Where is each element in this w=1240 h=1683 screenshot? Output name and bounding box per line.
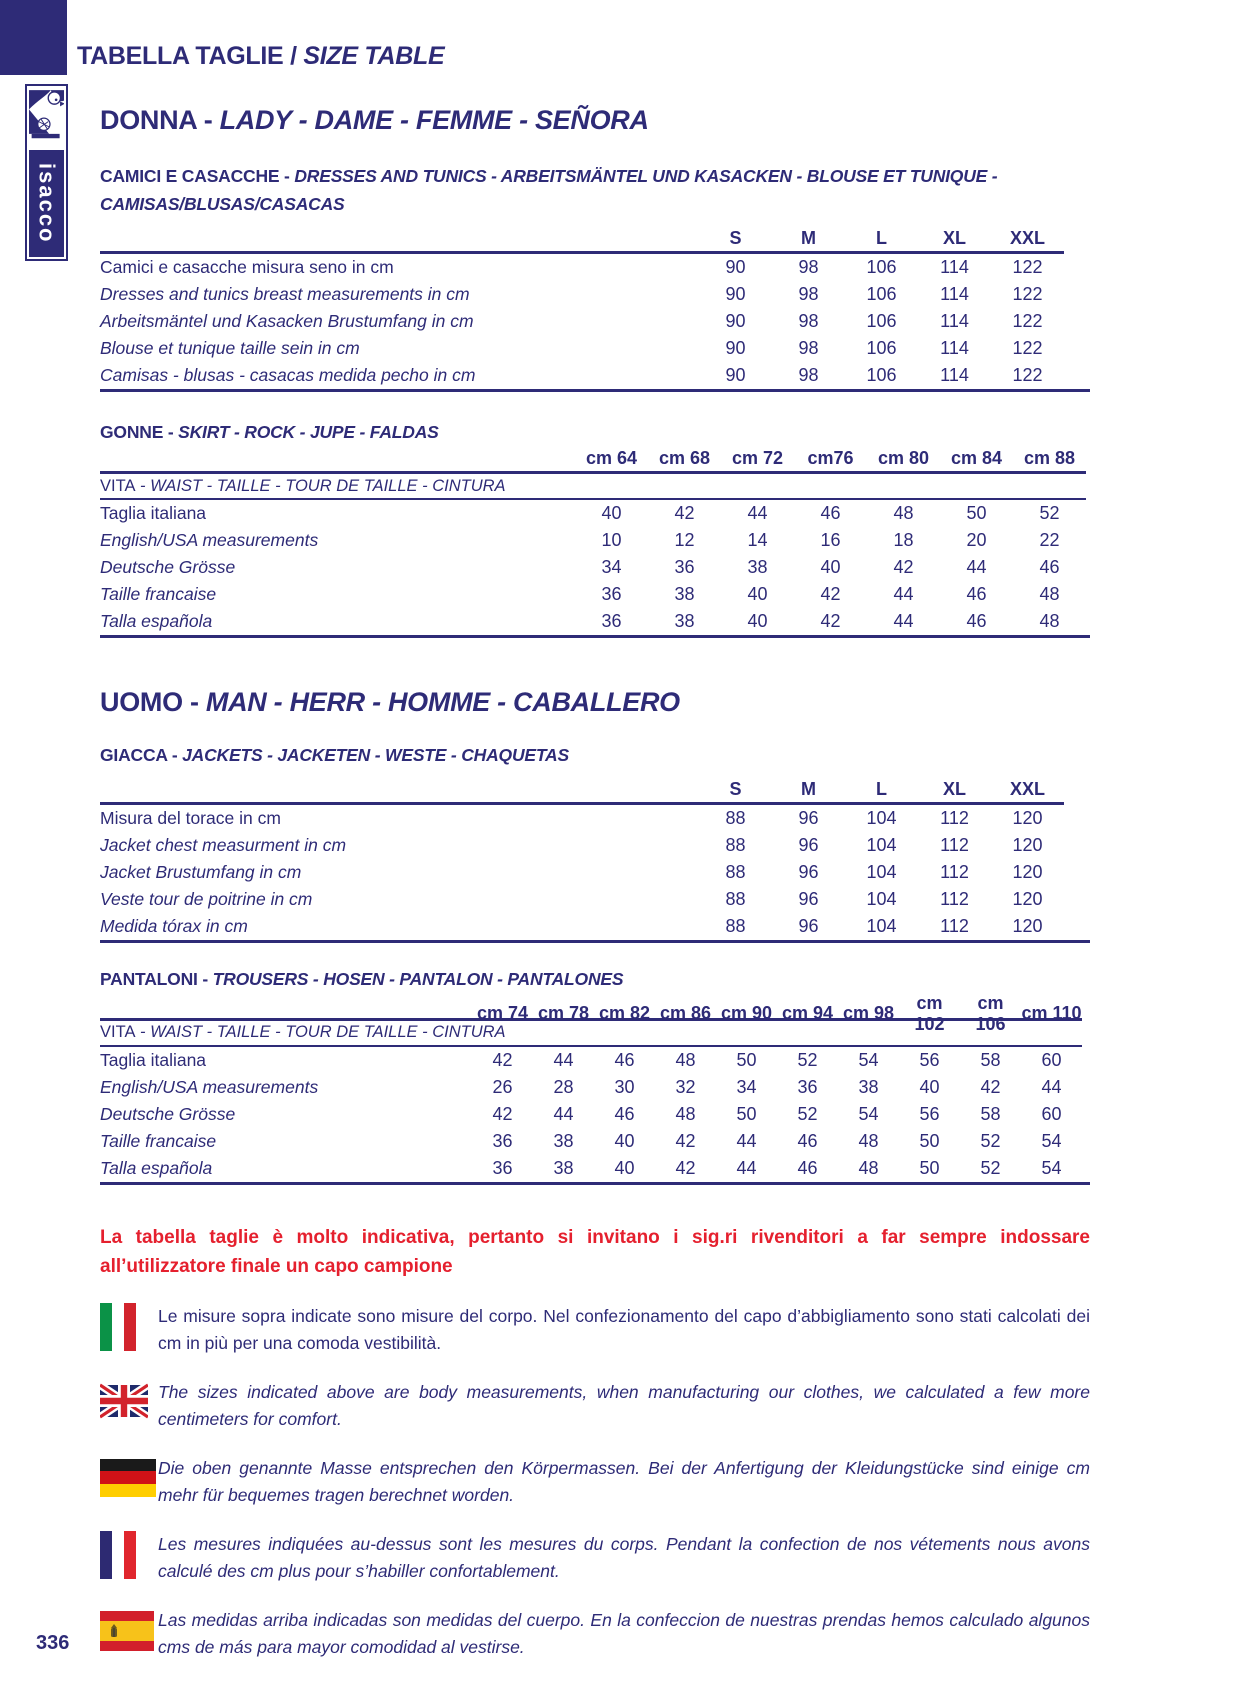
row-label: Blouse et tunique taille sein in cm: [100, 338, 360, 359]
size-value: 42: [675, 1130, 696, 1151]
size-value: 88: [725, 861, 746, 882]
size-value: 46: [966, 584, 987, 605]
size-value: 52: [1039, 503, 1060, 524]
size-value: 50: [919, 1130, 940, 1151]
size-column-header: cm 106: [975, 992, 1006, 1034]
size-value: 54: [858, 1049, 879, 1070]
size-value: 14: [747, 530, 768, 551]
flag-column: [100, 1379, 158, 1421]
subsection-title-jackets-regular: GIACCA -: [100, 744, 183, 765]
isacco-logo: [25, 84, 68, 261]
size-value: 112: [940, 888, 969, 909]
size-value: 96: [798, 807, 819, 828]
size-value: 88: [725, 888, 746, 909]
section-title-women-regular: DONNA -: [100, 105, 220, 135]
size-value: 38: [553, 1157, 574, 1178]
row-label: Taille francaise: [100, 584, 217, 605]
size-value: 44: [747, 503, 768, 524]
row-label: Camisas - blusas - casacas medida pecho in cm: [100, 365, 476, 386]
table-row: [100, 608, 1086, 635]
size-column-header: cm 90: [720, 1003, 773, 1024]
size-value: 50: [919, 1157, 940, 1178]
language-note: [100, 1607, 1090, 1661]
size-value: 112: [940, 807, 969, 828]
size-value: 122: [1012, 311, 1043, 332]
size-value: 36: [492, 1130, 513, 1151]
size-value: 46: [797, 1130, 818, 1151]
size-value: 98: [798, 284, 819, 305]
row-label: Taille francaise: [100, 1130, 217, 1151]
size-value: 40: [601, 503, 622, 524]
size-column-header: cm 94: [781, 1003, 834, 1024]
size-value: 106: [866, 284, 897, 305]
size-value: 104: [866, 807, 897, 828]
size-value: 44: [893, 584, 914, 605]
table-row: [100, 886, 1064, 913]
size-value: 36: [601, 611, 622, 632]
size-value: 122: [1012, 284, 1043, 305]
size-value: 114: [940, 338, 969, 359]
size-value: 52: [797, 1049, 818, 1070]
size-value: 40: [747, 584, 768, 605]
row-label: English/USA measurements: [100, 1076, 319, 1097]
size-value: 48: [893, 503, 914, 524]
size-column-header: cm 80: [877, 448, 930, 469]
row-label: Taglia italiana: [100, 1049, 207, 1070]
size-value: 42: [820, 584, 841, 605]
size-value: 46: [614, 1049, 635, 1070]
subsection-title-jackets: [100, 741, 1090, 769]
size-value: 20: [966, 530, 987, 551]
size-value: 90: [725, 257, 746, 278]
size-value: 54: [858, 1103, 879, 1124]
size-column-header: cm 98: [842, 1003, 895, 1024]
row-label: Talla española: [100, 611, 213, 632]
warning-text: La tabella taglie è molto indicativa, pertanto si invitano i sig.ri rivenditori a far sempre indossare all’utilizzatore finale un capo campione: [100, 1226, 1090, 1277]
size-value: 112: [940, 834, 969, 855]
size-value: 44: [736, 1130, 757, 1151]
page-title-regular: TABELLA TAGLIE /: [77, 42, 304, 70]
size-value: 48: [858, 1157, 879, 1178]
logo-text: isacco: [29, 150, 64, 257]
size-value: 106: [866, 338, 897, 359]
note-text: Die oben genannte Masse entsprechen den Körpermassen. Bei der Anfertigung der Kleidungstücke sind einige cm mehr für bequemes tragen berechnet worden.: [158, 1457, 1090, 1505]
size-value: 48: [858, 1130, 879, 1151]
size-value: 38: [674, 584, 695, 605]
row-label: Veste tour de poitrine in cm: [100, 888, 313, 909]
size-value: 40: [747, 611, 768, 632]
table-row: [100, 362, 1064, 389]
section-title-men-italic: MAN - HERR - HOMME - CABALLERO: [205, 687, 680, 718]
size-value: 112: [940, 861, 969, 882]
size-value: 122: [1012, 365, 1043, 386]
size-value: 58: [980, 1049, 1001, 1070]
size-value: 114: [940, 257, 969, 278]
page-title: [77, 42, 444, 71]
table-row: [100, 581, 1086, 608]
section-title-women: [100, 104, 1090, 136]
size-value: 120: [1012, 861, 1043, 882]
size-value: 28: [553, 1076, 574, 1097]
dresses-size-table: [100, 226, 1090, 392]
size-value: 16: [820, 530, 841, 551]
table-row: [100, 254, 1064, 281]
size-value: 90: [725, 284, 746, 305]
table-row: [100, 335, 1064, 362]
size-value: 58: [980, 1103, 1001, 1124]
size-value: 120: [1012, 888, 1043, 909]
table-row: [100, 1155, 1082, 1182]
page-number: 336: [36, 1632, 70, 1654]
size-value: 104: [866, 834, 897, 855]
size-value: 42: [492, 1049, 513, 1070]
size-column-header: XL: [942, 228, 966, 249]
size-column-header: cm 110: [1021, 1003, 1082, 1024]
size-value: 46: [797, 1157, 818, 1178]
size-value: 34: [736, 1076, 757, 1097]
section-title-women-italic: LADY - DAME - FEMME - SEÑORA: [219, 105, 649, 135]
size-column-header: cm 88: [1023, 448, 1076, 469]
subsection-title-trousers-regular: PANTALONI -: [100, 968, 213, 989]
spain-flag-icon: [100, 1611, 154, 1651]
size-value: 10: [601, 530, 622, 551]
size-value: 98: [798, 257, 819, 278]
size-value: 106: [866, 311, 897, 332]
size-value: 54: [1041, 1130, 1062, 1151]
size-value: 36: [797, 1076, 818, 1097]
size-value: 46: [1039, 557, 1060, 578]
table-row: [100, 308, 1064, 335]
table-row: [100, 527, 1086, 554]
size-value: 50: [736, 1049, 757, 1070]
france-flag-icon: [100, 1531, 136, 1579]
chef-icon: [29, 88, 64, 150]
size-column-header: XXL: [1009, 778, 1045, 799]
size-value: 50: [966, 503, 987, 524]
size-value: 50: [736, 1103, 757, 1124]
table-row: [100, 805, 1064, 832]
size-column-header: L: [876, 228, 887, 249]
row-label: Jacket Brustumfang in cm: [100, 861, 302, 882]
size-value: 32: [675, 1076, 696, 1097]
note-text: Les mesures indiquées au-dessus sont les mesures du corps. Pendant la confection de nos vétements nous avons calculé des cm plus pour s’habiller confortablement.: [158, 1533, 1090, 1581]
row-label: Talla española: [100, 1157, 213, 1178]
size-value: 88: [725, 834, 746, 855]
size-value: 60: [1041, 1049, 1062, 1070]
subsection-title-dresses-regular: CAMICI E CASACCHE -: [100, 166, 295, 187]
size-value: 96: [798, 915, 819, 936]
size-column-header: S: [729, 228, 742, 249]
flag-column: [100, 1303, 158, 1351]
subsection-title-skirts-regular: GONNE -: [100, 422, 179, 443]
size-value: 120: [1012, 915, 1043, 936]
subsection-title-dresses: [100, 162, 1090, 218]
size-value: 12: [674, 530, 695, 551]
size-value: 52: [797, 1103, 818, 1124]
size-column-header: cm 64: [585, 448, 638, 469]
language-note: [100, 1303, 1090, 1357]
size-value: 112: [940, 915, 969, 936]
size-value: 48: [1039, 584, 1060, 605]
row-label: Arbeitsmäntel und Kasacken Brustumfang in cm: [100, 311, 474, 332]
size-value: 42: [980, 1076, 1001, 1097]
table-row: [100, 500, 1086, 527]
size-value: 48: [1039, 611, 1060, 632]
size-column-header: S: [729, 778, 742, 799]
row-label: Dresses and tunics breast measurements in cm: [100, 284, 470, 305]
table-row: [100, 554, 1086, 581]
size-value: 36: [674, 557, 695, 578]
subsection-title-trousers-italic: TROUSERS - HOSEN - PANTALON - PANTALONES: [212, 968, 624, 989]
size-column-header: L: [876, 778, 887, 799]
size-value: 90: [725, 365, 746, 386]
size-value: 52: [980, 1157, 1001, 1178]
size-value: 56: [919, 1103, 940, 1124]
note-text: Las medidas arriba indicadas son medidas del cuerpo. En la confeccion de nuestras prendas hemos calculado algunos cms de más para mayor comodidad al vestirse.: [158, 1609, 1090, 1657]
size-value: 44: [966, 557, 987, 578]
size-value: 106: [866, 365, 897, 386]
size-value: 96: [798, 861, 819, 882]
jackets-size-table: [100, 777, 1090, 943]
size-value: 36: [492, 1157, 513, 1178]
size-column-header: cm 82: [598, 1003, 651, 1024]
size-value: 38: [858, 1076, 879, 1097]
table-row: [100, 1101, 1082, 1128]
row-label: Taglia italiana: [100, 503, 207, 524]
size-value: 40: [614, 1130, 635, 1151]
size-value: 40: [820, 557, 841, 578]
size-value: 106: [866, 257, 897, 278]
size-value: 46: [820, 503, 841, 524]
size-value: 46: [614, 1103, 635, 1124]
size-column-header: M: [801, 778, 816, 799]
section-title-men: [100, 686, 1090, 718]
size-value: 42: [820, 611, 841, 632]
size-column-header: cm 86: [659, 1003, 712, 1024]
size-value: 44: [893, 611, 914, 632]
size-value: 98: [798, 338, 819, 359]
size-column-header: cm 84: [950, 448, 1003, 469]
size-column-header: XXL: [1009, 228, 1045, 249]
size-value: 90: [725, 311, 746, 332]
italy-flag-icon: [100, 1303, 136, 1351]
size-value: 42: [674, 503, 695, 524]
size-value: 98: [798, 311, 819, 332]
size-value: 42: [893, 557, 914, 578]
size-value: 52: [980, 1130, 1001, 1151]
subsection-title-skirts-italic: SKIRT - ROCK - JUPE - FALDAS: [178, 422, 439, 443]
size-value: 42: [675, 1157, 696, 1178]
size-value: 38: [674, 611, 695, 632]
flag-column: [100, 1607, 158, 1651]
subsection-title-skirts: [100, 418, 1090, 446]
size-value: 98: [798, 365, 819, 386]
size-value: 44: [553, 1049, 574, 1070]
table-row: [100, 913, 1064, 940]
flag-column: [100, 1455, 158, 1497]
size-value: 122: [1012, 257, 1043, 278]
row-label: Deutsche Grösse: [100, 1103, 236, 1124]
size-column-header: cm76: [807, 448, 854, 469]
table-row: [100, 1047, 1082, 1074]
size-value: 48: [675, 1049, 696, 1070]
row-label: English/USA measurements: [100, 530, 319, 551]
size-column-header: XL: [942, 778, 966, 799]
size-value: 120: [1012, 807, 1043, 828]
size-value: 54: [1041, 1157, 1062, 1178]
subsection-title-jackets-italic: JACKETS - JACKETEN - WESTE - CHAQUETAS: [182, 744, 569, 765]
size-value: 114: [940, 284, 969, 305]
note-text: Le misure sopra indicate sono misure del corpo. Nel confezionamento del capo d’abbigliamento sono stati calcolati dei cm in più per una comoda vestibilità.: [158, 1305, 1090, 1353]
waist-row-label: VITA - WAIST - TAILLE - TOUR DE TAILLE - CINTURA: [100, 1023, 506, 1042]
row-label: Misura del torace in cm: [100, 807, 281, 828]
size-value: 38: [553, 1130, 574, 1151]
table-row: [100, 859, 1064, 886]
size-value: 30: [614, 1076, 635, 1097]
table-row: [100, 281, 1064, 308]
uk-flag-icon: [100, 1381, 148, 1421]
size-value: 96: [798, 834, 819, 855]
corner-decoration: [0, 0, 67, 75]
size-value: 44: [736, 1157, 757, 1178]
size-value: 60: [1041, 1103, 1062, 1124]
size-value: 122: [1012, 338, 1043, 359]
subsection-title-dresses-italic: DRESSES AND TUNICS - ARBEITSMÄNTEL UND KASACKEN - BLOUSE ET TUNIQUE - CAMISAS/BLUSAS/CASACAS: [100, 166, 998, 215]
table-row: [100, 1128, 1082, 1155]
size-value: 44: [1041, 1076, 1062, 1097]
size-value: 18: [893, 530, 914, 551]
page-title-italic: SIZE TABLE: [303, 42, 445, 70]
size-value: 104: [866, 861, 897, 882]
trousers-size-table: [100, 993, 1090, 1185]
size-value: 48: [675, 1103, 696, 1124]
size-value: 46: [966, 611, 987, 632]
section-title-men-regular: UOMO -: [100, 687, 206, 718]
size-column-header: cm 78: [537, 1003, 590, 1024]
size-column-header: cm 72: [731, 448, 784, 469]
row-label: Jacket chest measurment in cm: [100, 834, 347, 855]
size-value: 34: [601, 557, 622, 578]
note-text: The sizes indicated above are body measurements, when manufacturing our clothes, we calculated a few more centimeters for comfort.: [158, 1381, 1090, 1429]
waist-row-label: VITA - WAIST - TAILLE - TOUR DE TAILLE - CINTURA: [100, 476, 506, 495]
size-column-header: cm 68: [658, 448, 711, 469]
size-column-header: cm 74: [476, 1003, 529, 1024]
language-note: [100, 1379, 1090, 1433]
size-value: 120: [1012, 834, 1043, 855]
size-value: 40: [919, 1076, 940, 1097]
size-value: 90: [725, 338, 746, 359]
row-label: Deutsche Grösse: [100, 557, 236, 578]
language-note: [100, 1531, 1090, 1585]
size-column-header: M: [801, 228, 816, 249]
size-value: 36: [601, 584, 622, 605]
size-value: 42: [492, 1103, 513, 1124]
language-note: [100, 1455, 1090, 1509]
row-label: Camici e casacche misura seno in cm: [100, 257, 394, 278]
size-value: 88: [725, 807, 746, 828]
table-row: [100, 1074, 1082, 1101]
size-value: 114: [940, 365, 969, 386]
size-value: 44: [553, 1103, 574, 1124]
size-value: 22: [1039, 530, 1060, 551]
size-value: 40: [614, 1157, 635, 1178]
main-content: [100, 104, 1090, 1661]
germany-flag-icon: [100, 1459, 156, 1497]
size-value: 88: [725, 915, 746, 936]
size-value: 104: [866, 915, 897, 936]
size-value: 114: [940, 311, 969, 332]
row-label: Medida tórax in cm: [100, 915, 248, 936]
size-value: 38: [747, 557, 768, 578]
size-value: 26: [492, 1076, 513, 1097]
size-column-header: cm 102: [914, 992, 945, 1034]
size-value: 56: [919, 1049, 940, 1070]
size-value: 96: [798, 888, 819, 909]
notes-list: [100, 1303, 1090, 1661]
skirts-size-table: [100, 446, 1090, 638]
flag-column: [100, 1531, 158, 1579]
table-row: [100, 832, 1064, 859]
size-value: 104: [866, 888, 897, 909]
subsection-title-trousers: [100, 965, 1090, 993]
